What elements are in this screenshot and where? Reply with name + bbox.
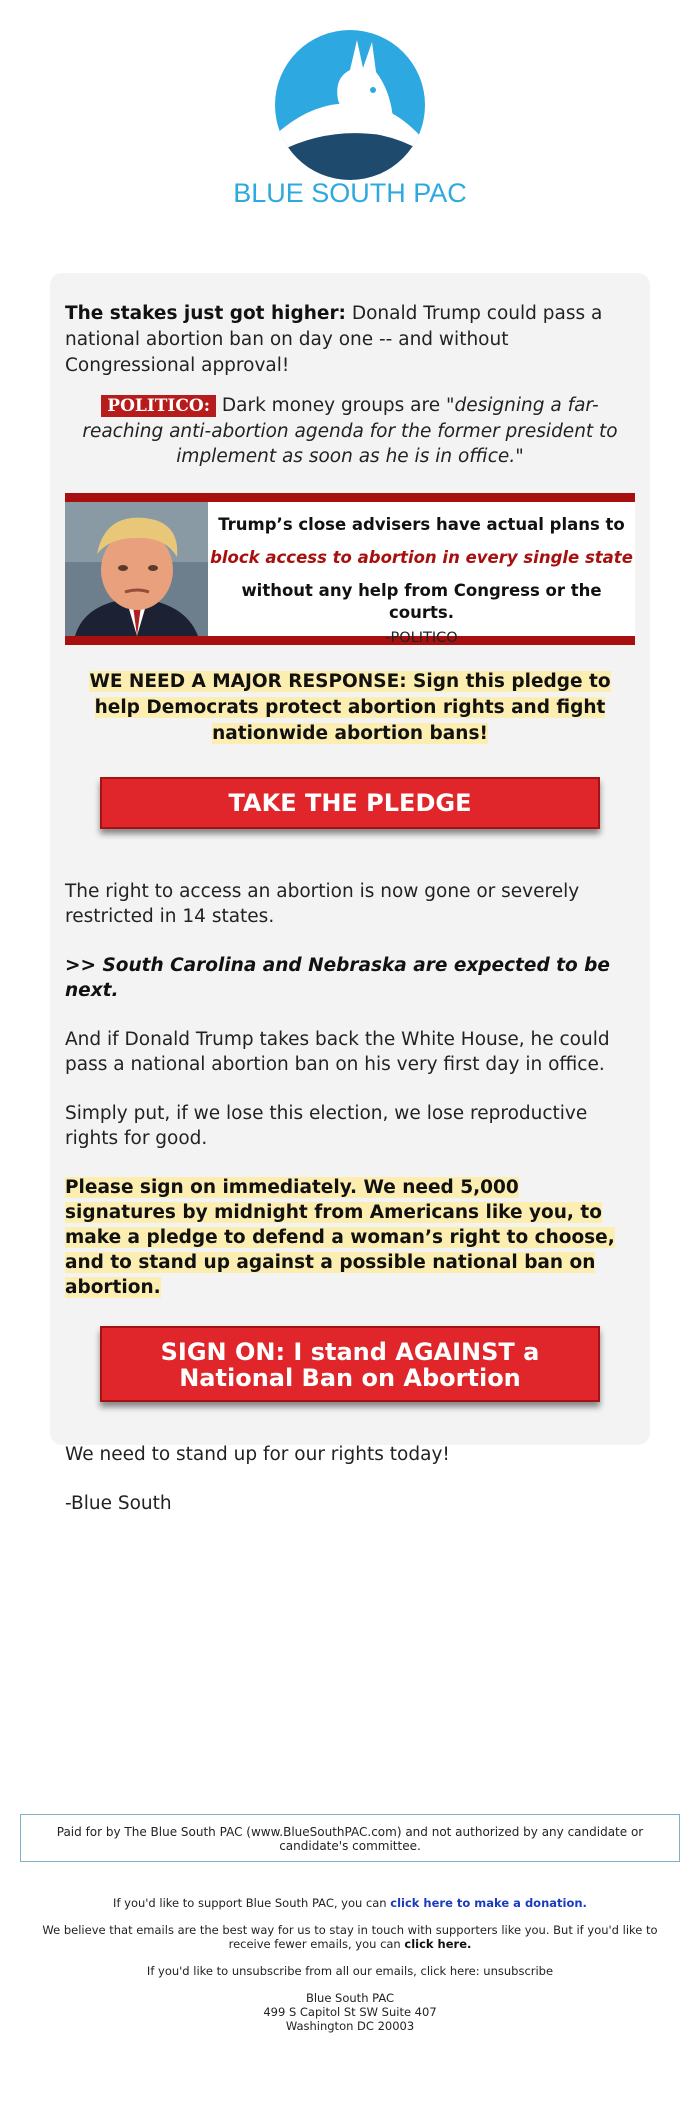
- paid-for-disclaimer: Paid for by The Blue South PAC (www.BlueSouthPAC.com) and not authorized by any candidate or candidate's committee.: [20, 1814, 680, 1862]
- banner-attribution: -POLITICO: [385, 630, 458, 646]
- banner-text: [208, 502, 635, 646]
- response-highlight: WE NEED A MAJOR RESPONSE: Sign this pledge to help Democrats protect abortion rights and fight nationwide abortion bans!: [89, 671, 611, 744]
- take-pledge-button[interactable]: TAKE THE PLEDGE: [100, 777, 600, 829]
- intro-text: Donald Trump could pass a national abortion ban on day one -- and without Congressional approval!: [65, 303, 603, 376]
- quote-lead: Dark money groups are: [216, 395, 446, 416]
- address-name: Blue South PAC: [305, 1991, 395, 2005]
- donate-link[interactable]: click here to make a donation.: [390, 1896, 587, 1910]
- body-paragraph-5: [65, 1175, 635, 1300]
- donkey-icon: [230, 30, 470, 210]
- politico-banner[interactable]: [65, 493, 635, 645]
- trump-photo: [65, 502, 208, 636]
- signature-call-highlight: Please sign on immediately. We need 5,000 signatures by midnight from Americans like you, to make a pledge to defend a woman’s right to choose, and to stand up against a possible national ban on abortion.: [65, 1177, 615, 1298]
- body-paragraph-1: The right to access an abortion is now gone or severely restricted in 14 states.: [65, 881, 580, 927]
- fewer-emails-link[interactable]: click here.: [404, 1937, 472, 1951]
- donate-text: If you'd like to support Blue South PAC, you can: [113, 1896, 391, 1910]
- donate-line: [20, 1896, 680, 1910]
- fewer-emails-line: [20, 1923, 680, 1951]
- logo-text: BLUE SOUTH PAC: [233, 178, 467, 208]
- politico-quote: [65, 393, 635, 469]
- politico-badge: POLITICO:: [101, 395, 216, 417]
- mailing-address: [20, 1991, 680, 2033]
- sign-on-button[interactable]: SIGN ON: I stand AGAINST a National Ban on Abortion: [100, 1326, 600, 1402]
- address-city: Washington DC 20003: [285, 2019, 415, 2033]
- address-street: 499 S Capitol St SW Suite 407: [263, 2005, 437, 2019]
- banner-line-1: Trump’s close advisers have actual plans to: [218, 515, 625, 534]
- quote-italic: "designing a far-reaching anti-abortion agenda for the former president to implement as soon as he is in office.": [82, 395, 618, 467]
- logo: [0, 30, 700, 220]
- fewer-emails-text: We believe that emails are the best way for us to stay in touch with supporters like you. But if you'd like to receive fewer emails, you can: [42, 1923, 658, 1951]
- email-card: [50, 273, 650, 1514]
- banner-line-3: without any help from Congress or the courts.: [241, 581, 602, 622]
- footer: [20, 1896, 680, 2033]
- intro-bold: The stakes just got higher:: [65, 303, 346, 324]
- closing-line: We need to stand up for our rights today!: [65, 1444, 450, 1465]
- major-response: [65, 669, 635, 747]
- body-paragraph-2: >> South Carolina and Nebraska are expected to be next.: [65, 955, 610, 1001]
- intro-paragraph: [65, 301, 635, 379]
- banner-line-2: block access to abortion in every single state: [210, 548, 633, 567]
- unsubscribe-line[interactable]: If you'd like to unsubscribe from all our emails, click here: unsubscribe: [146, 1964, 554, 1978]
- body-paragraph-4: Simply put, if we lose this election, we lose reproductive rights for good.: [65, 1103, 588, 1149]
- body-paragraph-3: And if Donald Trump takes back the White House, he could pass a national abortion ban on his very first day in office.: [65, 1029, 610, 1075]
- signoff: -Blue South: [65, 1493, 172, 1514]
